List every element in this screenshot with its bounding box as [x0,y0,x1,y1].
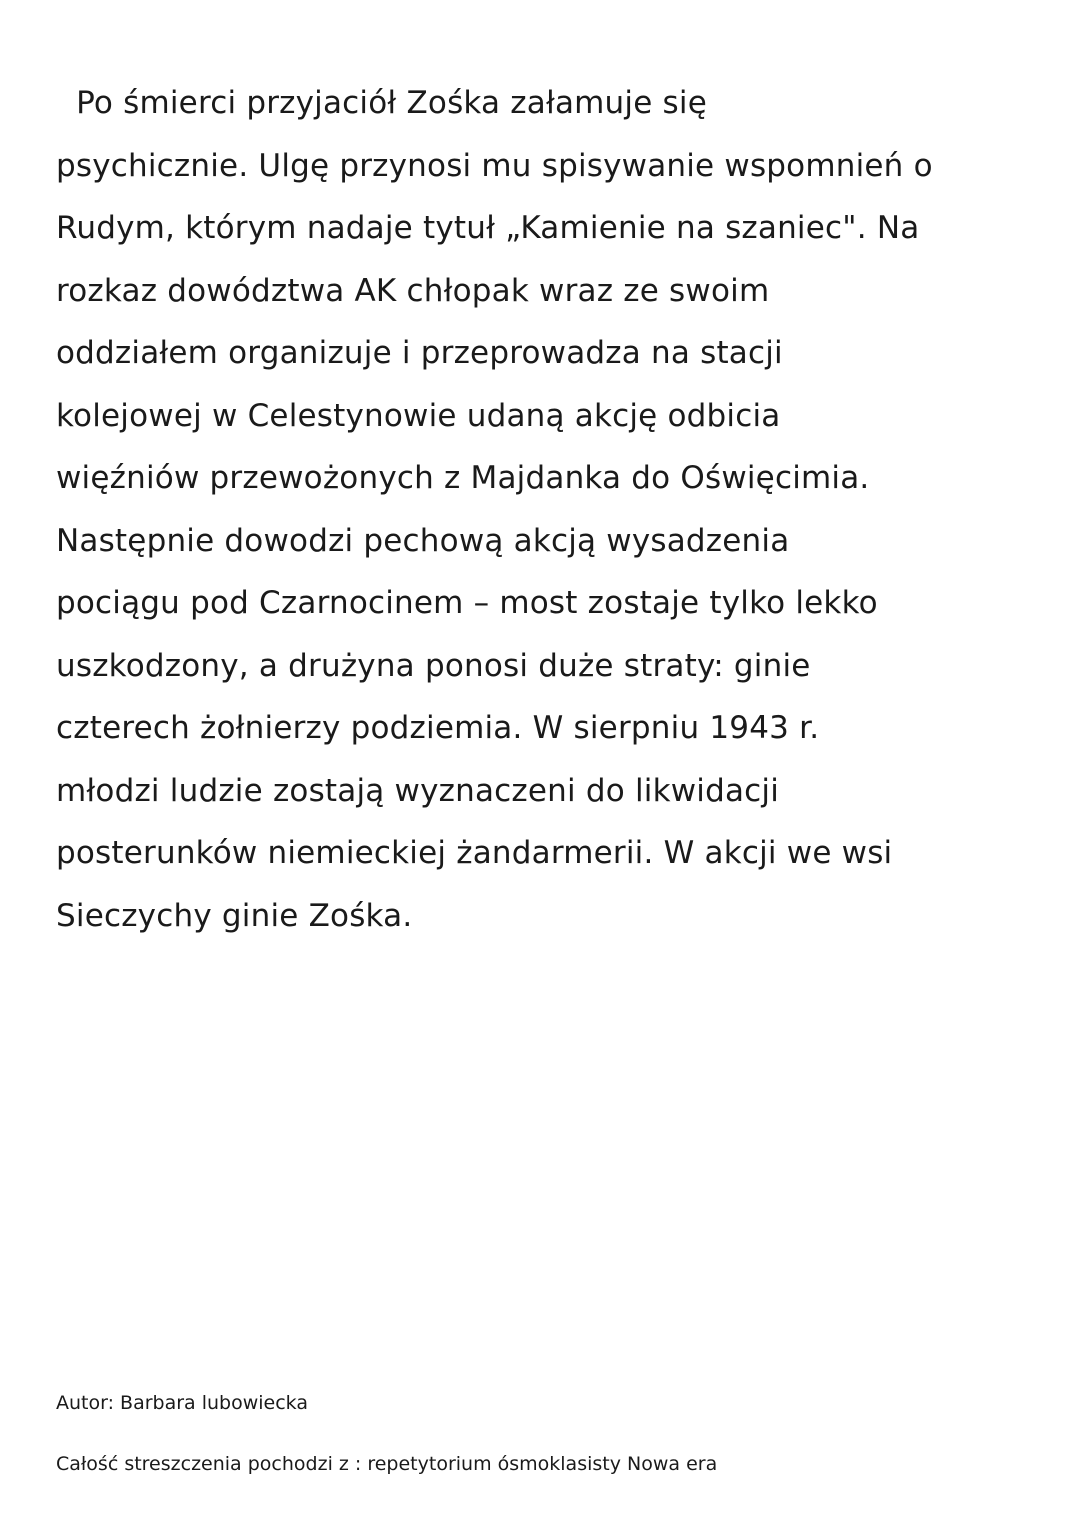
author-credit: Autor: Barbara lubowiecka [56,1392,308,1414]
source-credit: Całość streszczenia pochodzi z : repetytorium ósmoklasisty Nowa era [56,1453,718,1475]
paragraph-line: Po śmierci przyjaciół Zośka załamuje się [56,85,707,121]
paragraph-line: pociągu pod Czarnocinem – most zostaje tylko lekko [56,585,878,621]
paragraph-line: oddziałem organizuje i przeprowadza na stacji [56,335,783,371]
paragraph-line: więźniów przewożonych z Majdanka do Oświęcimia. [56,460,870,496]
paragraph-line: rozkaz dowództwa AK chłopak wraz ze swoim [56,272,770,309]
summary-paragraph [56,72,1036,947]
paragraph-line: posterunków niemieckiej żandarmerii. W akcji we wsi [56,835,893,871]
paragraph-line: Sieczychy ginie Zośka. [56,897,413,934]
paragraph-line: uszkodzony, a drużyna ponosi duże straty: ginie [56,647,811,684]
paragraph-line: młodzi ludzie zostają wyznaczeni do likwidacji [56,772,780,809]
paragraph-line: czterech żołnierzy podziemia. W sierpniu 1943 r. [56,710,820,746]
paragraph-line: Następnie dowodzi pechową akcją wysadzenia [56,522,790,559]
paragraph-line: psychicznie. Ulgę przynosi mu spisywanie wspomnień o [56,147,933,184]
paragraph-line: Rudym, którym nadaje tytuł „Kamienie na szaniec". Na [56,210,920,246]
paragraph-line: kolejowej w Celestynowie udaną akcję odbicia [56,397,781,434]
